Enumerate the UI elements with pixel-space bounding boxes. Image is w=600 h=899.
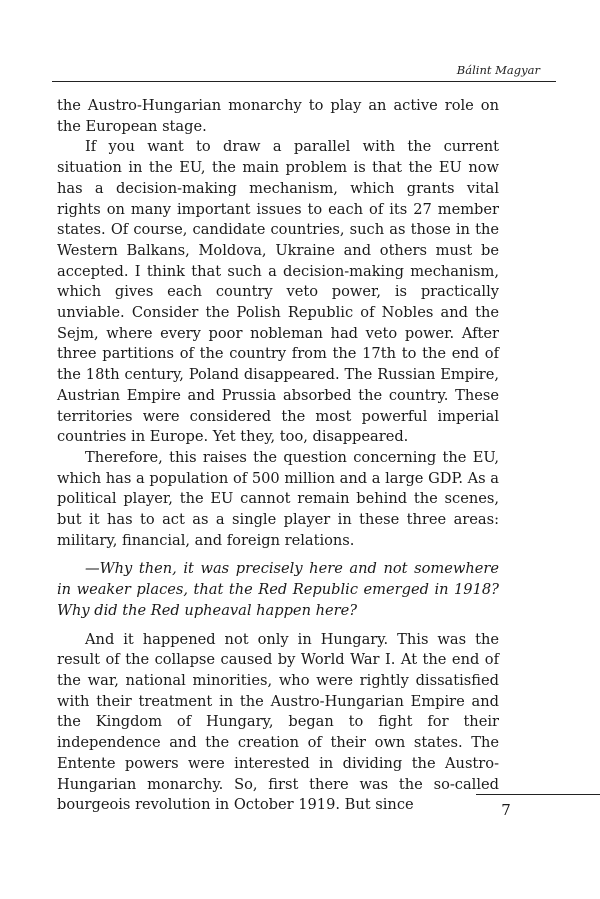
paragraph-eu-question: Therefore, this raises the question concerning the EU, which has a population of 500 million and a large GDP. As a political player, the EU cannot remain behind the scenes, but it has to act as a single player in these three areas: military, financial, and foreign relations.: [57, 448, 499, 549]
footer-rule: [476, 794, 600, 795]
paragraph-eu-parallel: If you want to draw a parallel with the current situation in the EU, the main problem is that the EU now has a decision-making mechanism, which grants vital rights on many important issues to each of its 27 member states. Of course, candidate countries, such as those in the Western Balkans, Moldova, Ukraine and others must be accepted. I think that such a decision-making mechanism, which gives each country veto power, is practically unviable. Consider the Polish Republic of Nobles and the Sejm, where every poor nobleman had veto power. After three partitions of the country from the 17th to the end of the 18th century, Poland disappeared. The Russian Empire, Austrian Empire and Prussia absorbed the country. These territories were considered the most powerful imperial countries in Europe. Yet they, too, disappeared.: [57, 138, 499, 446]
running-header-author: Bálint Magyar: [456, 63, 540, 77]
paragraph-continued: the Austro-Hungarian monarchy to play an active role on the European stage.: [57, 97, 499, 135]
header-rule: [52, 81, 556, 82]
page-body-text: [57, 96, 499, 816]
paragraph-answer: And it happened not only in Hungary. This was the result of the collapse caused by World War I. At the end of the war, national minorities, who were rightly dissatisfied with their treatment in the Austro-Hungarian Empire and the Kingdom of Hungary, began to fight for their independence and the creation of their own states. The Entente powers were interested in dividing the Austro-Hungarian monarchy. So, first there was the so-called bourgeois revolution in October 1919. But since: [57, 630, 499, 814]
interview-question: —Why then, it was precisely here and not somewhere in weaker places, that the Red Republic emerged in 1918? Why did the Red upheaval happen here?: [57, 560, 499, 619]
page-number: 7: [501, 801, 511, 819]
